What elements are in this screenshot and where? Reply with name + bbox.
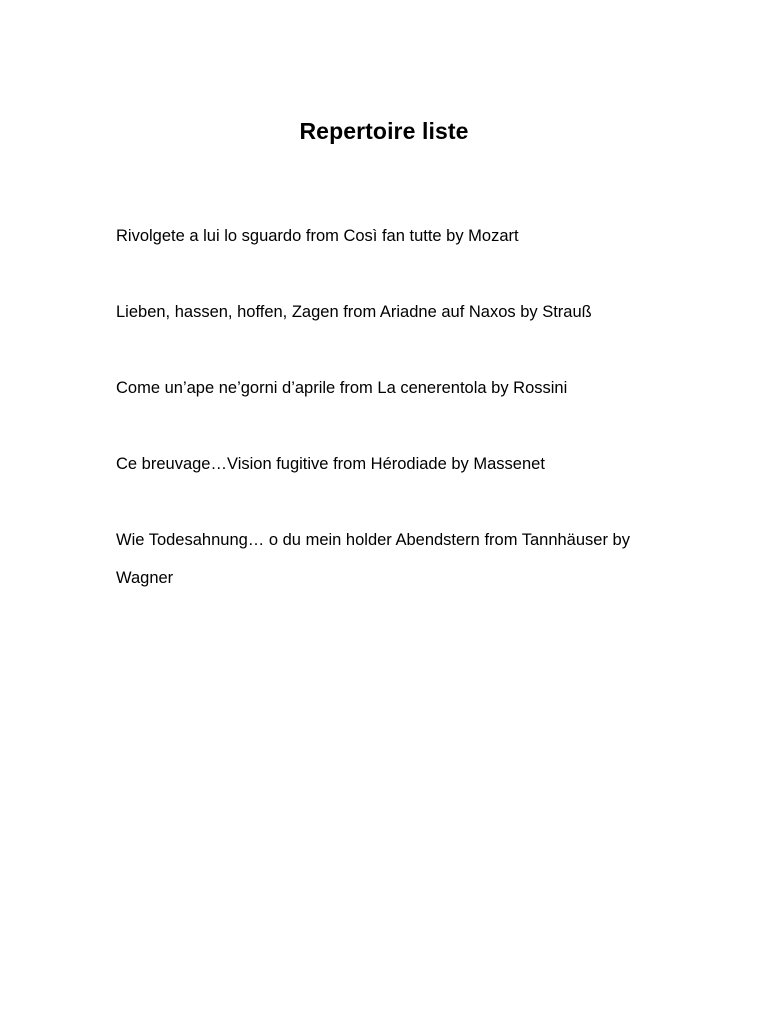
list-item: Come un’ape ne’gorni d’aprile from La cenerentola by Rossini	[116, 379, 568, 397]
list-item: Lieben, hassen, hoffen, Zagen from Ariadne auf Naxos by Strauß	[116, 303, 592, 321]
list-item: Ce breuvage…Vision fugitive from Hérodiade by Massenet	[116, 455, 545, 473]
page-title: Repertoire liste	[299, 118, 469, 144]
list-item: Rivolgete a lui lo sguardo from Così fan tutte by Mozart	[116, 227, 519, 245]
list-item: Wie Todesahnung… o du mein holder Abendstern from Tannhäuser by Wagner	[116, 531, 630, 587]
repertoire-list	[116, 217, 676, 635]
